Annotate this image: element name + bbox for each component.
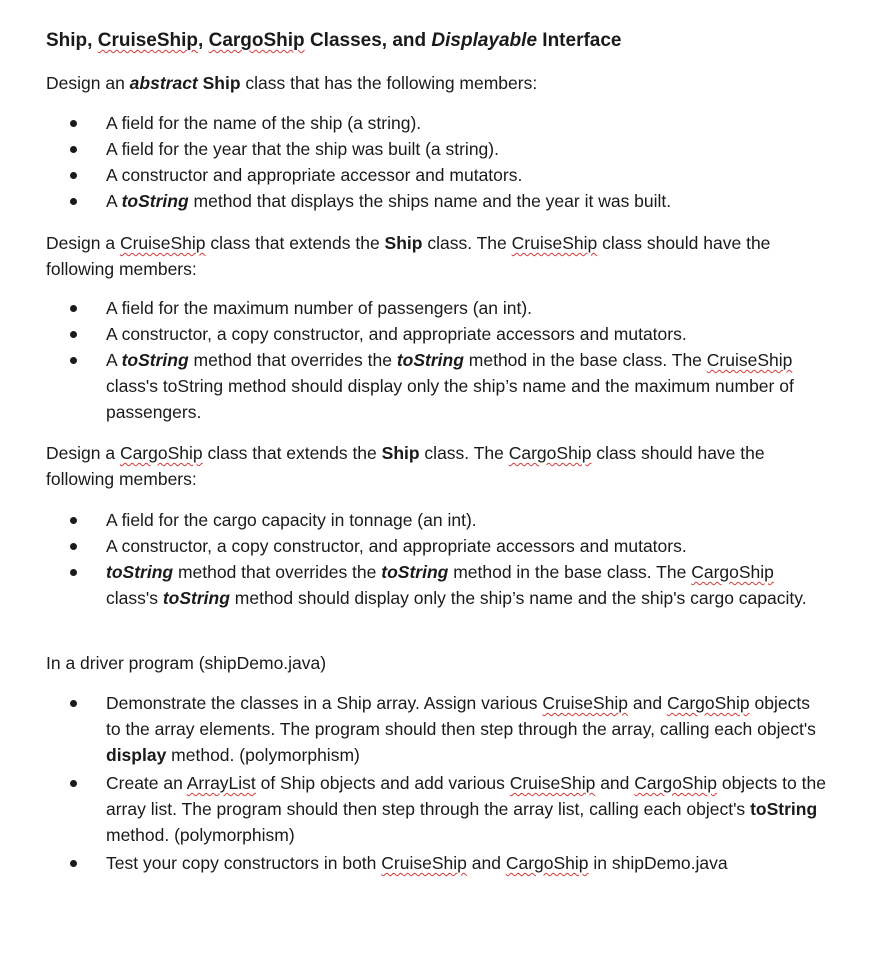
text: class's toString method should display only the ship’s name and the maximum number of passengers.	[106, 376, 794, 422]
text: A	[106, 191, 122, 211]
cargoship-members-list	[46, 507, 826, 611]
text: Design a	[46, 233, 120, 253]
method-name: toString	[106, 562, 174, 582]
title-text: Interface	[537, 30, 622, 51]
list-item	[46, 188, 826, 214]
text: class. The	[422, 233, 512, 253]
class-name: CargoShip	[119, 443, 203, 463]
class-name: ArrayList	[186, 773, 256, 793]
list-item: A field for the cargo capacity in tonnage (an int).	[46, 507, 826, 533]
list-item: A constructor and appropriate accessor and mutators.	[46, 162, 826, 188]
list-item	[46, 347, 826, 425]
class-name: CargoShip	[508, 443, 592, 463]
class-name: CruiseShip	[706, 350, 793, 370]
list-item	[46, 559, 826, 611]
text: method that displays the ships name and the year it was built.	[188, 191, 672, 211]
text: A	[106, 350, 122, 370]
list-item: A field for the year that the ship was built (a string).	[46, 136, 826, 162]
text: class. The	[419, 443, 509, 463]
text: and	[628, 693, 667, 713]
text: and	[595, 773, 635, 793]
cruiseship-intro	[46, 230, 836, 282]
list-item	[46, 770, 826, 848]
title-text: Classes, and	[304, 30, 432, 51]
text: method that overrides the	[188, 350, 397, 370]
text: Design an	[46, 73, 130, 93]
text: method in the base class. The	[463, 350, 707, 370]
class-name: CargoShip	[691, 562, 774, 582]
list-item	[46, 850, 826, 876]
method-name: toString	[381, 562, 449, 582]
title-text: Ship,	[46, 30, 98, 51]
class-name: CargoShip	[505, 853, 589, 873]
text: Test your copy constructors in both	[106, 853, 382, 873]
page-title	[46, 28, 836, 54]
list-item	[46, 690, 826, 768]
text: method that overrides the	[173, 562, 382, 582]
text: Demonstrate the classes in a Ship array. Assign various	[106, 693, 543, 713]
text: class that has the following members:	[240, 73, 538, 93]
ship-class-name: Ship	[197, 73, 241, 93]
text: of Ship objects and add various	[255, 773, 510, 793]
class-name: CruiseShip	[381, 853, 467, 873]
method-name: toString	[162, 588, 230, 608]
text: class should have the following members:	[46, 233, 771, 279]
list-item: A constructor, a copy constructor, and appropriate accessors and mutators.	[46, 533, 826, 559]
driver-tasks-list	[46, 690, 826, 878]
class-name: CruiseShip	[119, 233, 206, 253]
title-cargoship: CargoShip	[208, 30, 305, 51]
class-name: CruiseShip	[509, 773, 596, 793]
ship-class-name: Ship	[381, 443, 420, 463]
class-name: CargoShip	[634, 773, 717, 793]
ship-members-list	[46, 110, 826, 214]
list-item: A field for the name of the ship (a string).	[46, 110, 826, 136]
text: in shipDemo.java	[588, 853, 728, 873]
text: class's	[106, 588, 163, 608]
title-comma: ,	[198, 30, 209, 51]
ship-class-name: Ship	[384, 233, 423, 253]
text: method. (polymorphism)	[166, 745, 360, 765]
text: class that extends the	[205, 233, 385, 253]
text: class should have the following members:	[46, 443, 765, 489]
method-name: toString	[121, 191, 189, 211]
text: Create an	[106, 773, 187, 793]
list-item: A field for the maximum number of passengers (an int).	[46, 295, 826, 321]
list-item: A constructor, a copy constructor, and appropriate accessors and mutators.	[46, 321, 826, 347]
class-name: CruiseShip	[511, 233, 598, 253]
text: objects to the array list. The program should then step through the array list, calling each object's	[106, 773, 826, 819]
cruiseship-members-list	[46, 295, 826, 425]
method-name: toString	[396, 350, 464, 370]
text: method. (polymorphism)	[106, 825, 295, 845]
text: class that extends the	[202, 443, 382, 463]
text: method in the base class. The	[448, 562, 692, 582]
text: and	[466, 853, 506, 873]
method-name: toString	[750, 799, 818, 819]
ship-intro	[46, 70, 836, 96]
text: Design a	[46, 443, 120, 463]
class-name: CargoShip	[666, 693, 750, 713]
method-name: display	[106, 745, 167, 765]
class-name: CruiseShip	[542, 693, 629, 713]
driver-intro: In a driver program (shipDemo.java)	[46, 653, 327, 673]
title-cruiseship: CruiseShip	[97, 30, 199, 51]
text: method should display only the ship’s name and the ship's cargo capacity.	[229, 588, 807, 608]
abstract-keyword: abstract	[129, 73, 198, 93]
title-displayable: Displayable	[431, 30, 538, 51]
method-name: toString	[121, 350, 189, 370]
cargoship-intro	[46, 440, 836, 492]
text: objects to the array elements. The program should then step through the array, calling each object's	[106, 693, 816, 739]
